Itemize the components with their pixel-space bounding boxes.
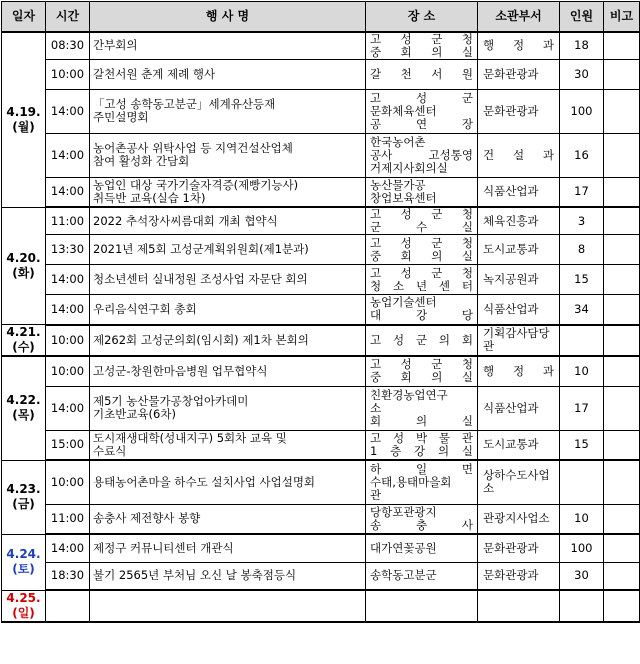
table-row xyxy=(2,59,640,89)
event-cell xyxy=(90,504,366,534)
place-line: 고 성 군 청 xyxy=(370,357,473,372)
date-cell xyxy=(2,356,46,460)
place-line: 고 성 군 청 xyxy=(370,31,473,46)
note-cell xyxy=(604,430,640,460)
time-cell: 11:00 xyxy=(46,504,90,534)
event-line: 「고성 송학동고분군」세계유산등재 xyxy=(93,97,276,111)
schedule-body xyxy=(2,32,640,623)
table-row xyxy=(2,590,640,622)
table-row xyxy=(2,534,640,562)
count-cell xyxy=(560,460,604,504)
event-line: 용태농어촌마을 하수도 설치사업 사업설명회 xyxy=(93,474,316,489)
event-line: 농업인 대상 국가기술자격증(제빵기능사) xyxy=(93,177,299,192)
header-place: 장 소 xyxy=(366,2,478,32)
table-row xyxy=(2,265,640,295)
note-cell xyxy=(604,504,640,534)
place-line: 고 성 군 xyxy=(370,90,473,105)
event-cell xyxy=(90,430,366,460)
count-cell: 34 xyxy=(560,295,604,325)
place-line: 농산물가공 xyxy=(370,177,426,192)
day-label: (일) xyxy=(12,605,35,620)
table-row xyxy=(2,430,640,460)
place-cell xyxy=(366,504,478,534)
event-cell xyxy=(90,325,366,357)
table-row xyxy=(2,32,640,60)
note-cell xyxy=(604,177,640,207)
time-cell: 13:30 xyxy=(46,235,90,265)
table-row xyxy=(2,386,640,430)
date-label: 4.21. xyxy=(6,325,41,339)
time-cell: 14:00 xyxy=(46,534,90,562)
count-cell: 3 xyxy=(560,207,604,235)
dept-cell: 도시교통과 xyxy=(478,235,560,265)
event-line: 제262회 고성군의회(임시회) 제1차 본회의 xyxy=(93,332,309,347)
place-line: 창업보육센터 xyxy=(370,190,437,205)
place-line: 공사 고성통영 xyxy=(370,147,473,162)
count-cell: 17 xyxy=(560,386,604,430)
event-cell xyxy=(90,356,366,386)
event-line: 취득반 교육(실습 1차) xyxy=(93,190,206,205)
header-event: 행 사 명 xyxy=(90,2,366,32)
note-cell xyxy=(604,32,640,60)
dept-cell: 문화관광과 xyxy=(478,534,560,562)
table-row xyxy=(2,177,640,207)
place-line: 거제지사회의실 xyxy=(370,160,448,175)
table-row xyxy=(2,325,640,357)
dept-cell: 행 정 과 xyxy=(478,32,560,60)
event-line: 청소년센터 실내정원 조성사업 자문단 회의 xyxy=(93,272,308,286)
place-line: 군 수 실 xyxy=(370,220,473,234)
place-line: 송 충 사 xyxy=(370,517,473,532)
event-line: 농어촌공사 위탁사업 등 지역건설산업체 xyxy=(93,141,293,155)
count-cell: 30 xyxy=(560,562,604,590)
note-cell xyxy=(604,534,640,562)
place-line: 고 성 군 청 xyxy=(370,207,473,221)
dept-cell xyxy=(478,590,560,622)
dept-cell: 상하수도사업소 xyxy=(478,460,560,504)
place-cell xyxy=(366,356,478,386)
header-count: 인원 xyxy=(560,2,604,32)
date-label: 4.25. xyxy=(6,590,41,605)
place-cell xyxy=(366,207,478,235)
event-cell xyxy=(90,265,366,295)
dept-cell: 기획감사담당관 xyxy=(478,325,560,357)
day-label: (화) xyxy=(12,265,35,280)
dept-cell: 식품산업과 xyxy=(478,295,560,325)
place-cell xyxy=(366,562,478,590)
place-cell xyxy=(366,177,478,207)
time-cell: 18:30 xyxy=(46,562,90,590)
dept-cell: 관광지사업소 xyxy=(478,504,560,534)
count-cell: 100 xyxy=(560,534,604,562)
place-line: 하 일 면 xyxy=(370,461,473,476)
place-cell xyxy=(366,534,478,562)
count-cell: 10 xyxy=(560,504,604,534)
note-cell xyxy=(604,59,640,89)
date-cell xyxy=(2,534,46,590)
place-cell xyxy=(366,386,478,430)
event-line: 간부회의 xyxy=(93,38,138,52)
dept-cell: 식품산업과 xyxy=(478,386,560,430)
note-cell xyxy=(604,590,640,622)
table-row xyxy=(2,133,640,177)
event-cell xyxy=(90,235,366,265)
place-cell xyxy=(366,325,478,357)
note-cell xyxy=(604,295,640,325)
place-line: 문화체육센터 xyxy=(370,103,437,118)
date-cell xyxy=(2,460,46,534)
time-cell: 14:00 xyxy=(46,133,90,177)
place-cell xyxy=(366,590,478,622)
header-row xyxy=(2,2,640,32)
event-line: 수료식 xyxy=(93,443,127,458)
place-line: 중 회 의 실 xyxy=(370,248,473,263)
count-cell: 30 xyxy=(560,59,604,89)
place-line: 1 층 강 의 실 xyxy=(370,443,473,458)
day-label: (금) xyxy=(12,497,35,511)
place-line: 한국농어촌 xyxy=(370,134,426,149)
date-cell xyxy=(2,325,46,357)
dept-cell: 건 설 과 xyxy=(478,133,560,177)
place-cell xyxy=(366,235,478,265)
date-label: 4.24. xyxy=(6,547,41,561)
place-cell xyxy=(366,460,478,504)
dept-cell: 문화관광과 xyxy=(478,59,560,89)
event-cell xyxy=(90,534,366,562)
event-line: 고성군-창원한마음병원 업무협약식 xyxy=(93,363,268,378)
place-line: 농업기술센터 xyxy=(370,295,437,310)
date-label: 4.23. xyxy=(6,482,41,496)
header-date: 일자 xyxy=(2,2,46,32)
date-label: 4.19. xyxy=(6,104,41,119)
place-line: 회 의 실 xyxy=(370,413,473,428)
note-cell xyxy=(604,386,640,430)
note-cell xyxy=(604,235,640,265)
dept-cell: 문화관광과 xyxy=(478,562,560,590)
count-cell: 10 xyxy=(560,356,604,386)
event-line: 우리음식연구회 총회 xyxy=(93,301,197,316)
time-cell: 14:00 xyxy=(46,386,90,430)
place-line: 중 회 의 실 xyxy=(370,370,473,385)
date-cell xyxy=(2,207,46,325)
place-line: 고 성 박 물 관 xyxy=(370,430,473,445)
place-line: 소 xyxy=(370,400,382,415)
event-cell xyxy=(90,590,366,622)
place-cell xyxy=(366,89,478,133)
table-row xyxy=(2,504,640,534)
event-cell xyxy=(90,562,366,590)
event-line: 불기 2565년 부처님 오신 날 봉축점등식 xyxy=(93,568,297,583)
count-cell: 15 xyxy=(560,430,604,460)
note-cell xyxy=(604,89,640,133)
table-row xyxy=(2,562,640,590)
date-label: 4.22. xyxy=(6,393,41,408)
event-line: 2022 추석장사씨름대회 개최 협약식 xyxy=(93,213,278,228)
event-line: 주민설명회 xyxy=(93,110,149,124)
event-cell xyxy=(90,295,366,325)
header-dept: 소관부서 xyxy=(478,2,560,32)
place-line: 공 연 장 xyxy=(370,116,473,131)
time-cell: 14:00 xyxy=(46,295,90,325)
event-line: 2021년 제5회 고성군계획위원회(제1분과) xyxy=(93,242,309,256)
event-cell xyxy=(90,386,366,430)
event-cell xyxy=(90,460,366,504)
place-line: 중 회 의 실 xyxy=(370,44,473,59)
time-cell: 15:00 xyxy=(46,430,90,460)
day-label: (목) xyxy=(12,408,35,423)
date-label: 4.20. xyxy=(6,250,41,265)
time-cell: 11:00 xyxy=(46,207,90,235)
time-cell: 10:00 xyxy=(46,356,90,386)
table-row xyxy=(2,356,640,386)
header-time: 시간 xyxy=(46,2,90,32)
schedule-table xyxy=(1,1,640,623)
day-label: (수) xyxy=(12,340,35,354)
time-cell: 10:00 xyxy=(46,460,90,504)
event-line: 송충사 제전향사 봉향 xyxy=(93,511,201,526)
event-line: 참여 활성화 간담회 xyxy=(93,154,190,168)
event-cell xyxy=(90,177,366,207)
time-cell xyxy=(46,590,90,622)
count-cell: 17 xyxy=(560,177,604,207)
count-cell: 15 xyxy=(560,265,604,295)
note-cell xyxy=(604,133,640,177)
place-line: 청 소 년 센 터 xyxy=(370,278,473,293)
place-line: 수태,용태마을회 xyxy=(370,474,452,489)
time-cell: 14:00 xyxy=(46,265,90,295)
count-cell xyxy=(560,325,604,357)
event-cell xyxy=(90,207,366,235)
table-row xyxy=(2,89,640,133)
table-row xyxy=(2,295,640,325)
place-line: 고 성 군 청 xyxy=(370,265,473,280)
header-note: 비고 xyxy=(604,2,640,32)
time-cell: 08:30 xyxy=(46,32,90,60)
day-label: (토) xyxy=(12,562,35,576)
dept-cell: 도시교통과 xyxy=(478,430,560,460)
event-line: 도시재생대학(성내지구) 5회차 교육 및 xyxy=(93,430,287,445)
count-cell: 8 xyxy=(560,235,604,265)
date-cell xyxy=(2,32,46,208)
note-cell xyxy=(604,562,640,590)
event-cell xyxy=(90,133,366,177)
count-cell: 16 xyxy=(560,133,604,177)
time-cell: 14:00 xyxy=(46,177,90,207)
table-row xyxy=(2,235,640,265)
table-row xyxy=(2,460,640,504)
place-cell xyxy=(366,430,478,460)
day-label: (월) xyxy=(12,119,35,134)
dept-cell: 체육진흥과 xyxy=(478,207,560,235)
event-cell xyxy=(90,89,366,133)
event-line: 갈천서원 춘계 제례 행사 xyxy=(93,66,216,81)
place-line: 고 성 군 의 회 xyxy=(370,332,473,347)
time-cell: 14:00 xyxy=(46,89,90,133)
place-line: 송학동고분군 xyxy=(370,568,437,583)
note-cell xyxy=(604,356,640,386)
place-line: 당항포관광지 xyxy=(370,504,437,519)
time-cell: 10:00 xyxy=(46,59,90,89)
event-line: 기초반교육(6차) xyxy=(93,407,176,421)
event-line: 제5기 농산물가공창업아카데미 xyxy=(93,394,249,408)
event-line: 제정구 커뮤니티센터 개관식 xyxy=(93,540,234,555)
note-cell xyxy=(604,325,640,357)
dept-cell: 녹지공원과 xyxy=(478,265,560,295)
time-cell: 10:00 xyxy=(46,325,90,357)
note-cell xyxy=(604,265,640,295)
place-cell xyxy=(366,295,478,325)
count-cell: 100 xyxy=(560,89,604,133)
event-cell xyxy=(90,59,366,89)
place-line: 관 xyxy=(370,487,382,502)
place-line: 친환경농업연구 xyxy=(370,387,448,402)
dept-cell: 식품산업과 xyxy=(478,177,560,207)
table-row xyxy=(2,207,640,235)
event-cell xyxy=(90,32,366,60)
place-line: 고 성 군 청 xyxy=(370,235,473,250)
count-cell: 18 xyxy=(560,32,604,60)
date-cell xyxy=(2,590,46,622)
place-cell xyxy=(366,32,478,60)
place-line: 갈 천 서 원 xyxy=(370,66,473,81)
place-cell xyxy=(366,265,478,295)
place-line: 대 강 당 xyxy=(370,308,473,323)
note-cell xyxy=(604,460,640,504)
dept-cell: 행 정 과 xyxy=(478,356,560,386)
count-cell xyxy=(560,590,604,622)
dept-cell: 문화관광과 xyxy=(478,89,560,133)
place-line: 대가연꽃공원 xyxy=(370,540,437,555)
place-cell xyxy=(366,133,478,177)
place-cell xyxy=(366,59,478,89)
note-cell xyxy=(604,207,640,235)
